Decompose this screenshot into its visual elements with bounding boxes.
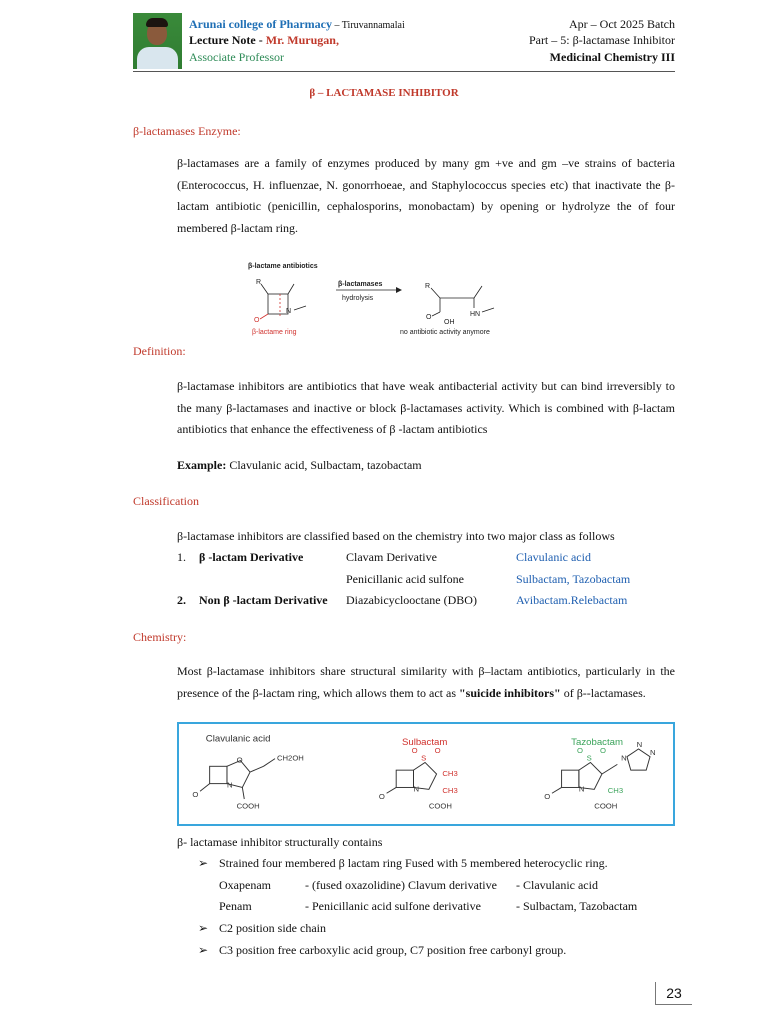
part-title: Part – 5: β-lactamase Inhibitor — [528, 33, 675, 47]
sulb-o: O — [378, 792, 385, 801]
page-title: β – LACTAMASE INHIBITOR — [309, 87, 459, 99]
author-photo — [133, 13, 182, 69]
classification-intro: β-lactamase inhibitors are classified based on the chemistry into two major class as follows — [177, 529, 615, 543]
clav-o-ring: O — [236, 755, 243, 765]
fused-name-1: Oxapenam — [219, 878, 271, 892]
class-num-1: 1. — [177, 550, 186, 564]
clav-ch2oh: CH2OH — [276, 753, 304, 763]
sulb-o1: O — [411, 745, 418, 755]
college-name: Arunai college of Pharmacy – Tiruvannamalai — [189, 17, 405, 31]
fig1-ring-label: β-lactame ring — [252, 329, 297, 336]
fig1-r-right: R — [425, 283, 431, 290]
class-type-3: Diazabicyclooctane (DBO) — [346, 593, 477, 607]
fig1-r-left: R — [256, 279, 262, 286]
bullet-2: C2 position side chain — [219, 921, 326, 935]
tazobactam-name: Tazobactam — [571, 737, 624, 749]
fig1-o-left: O — [254, 317, 260, 324]
tazo-cooh: COOH — [594, 801, 618, 811]
example-line: Example: Clavulanic acid, Sulbactam, tazobactam — [177, 458, 422, 472]
bullet-3: C3 position free carboxylic acid group, C7 position free carbonyl group. — [219, 943, 567, 957]
fig1-arrow-bottom: hydrolysis — [342, 295, 374, 302]
designation: Associate Professor — [189, 50, 284, 64]
class-type-2: Penicillanic acid sulfone — [346, 572, 464, 586]
class-example-1: Clavulanic acid — [516, 550, 591, 564]
class-name-2: Non β -lactam Derivative — [199, 593, 328, 607]
clav-n: N — [226, 780, 233, 790]
enzyme-paragraph: β-lactamases are a family of enzymes produced by many gm +ve and gm –ve strains of bacteria (Enterococcus, H. influenzae, N. gonorrhoeae, and Staphylococcus species etc) that inactivate the β-lactam antibiotic (penicillin, cephalosporins, monobactam) by opening or hydrolyze the of four membered β-lactam ring. — [177, 156, 675, 235]
fig1-o-right: O — [426, 314, 432, 321]
fused-desc-1: - (fused oxazolidine) Clavum derivative — [305, 878, 497, 892]
clavulanic-acid-name: Clavulanic acid — [205, 733, 271, 745]
enzyme-heading: β-lactamases Enzyme: — [133, 124, 241, 138]
sulb-s: S — [421, 753, 427, 763]
bullet-arrow-1: ➢ — [198, 856, 209, 870]
sulb-n: N — [413, 784, 420, 794]
photo-hair — [146, 18, 168, 27]
bullet-arrow-3: ➢ — [198, 943, 209, 957]
fig1-n-left: N — [286, 308, 292, 315]
fig1-arrow-top: β-lactamases — [338, 281, 383, 288]
beta-lactam-hydrolysis-figure — [248, 256, 520, 340]
sulb-ch3-1: CH3 — [442, 768, 458, 778]
sulb-ch3-2: CH3 — [442, 786, 458, 796]
fused-desc-2: - Penicillanic acid sulfone derivative — [305, 899, 481, 913]
tazo-ch3: CH3 — [607, 786, 624, 796]
class-num-2: 2. — [177, 593, 186, 607]
class-name-1: β -lactam Derivative — [199, 550, 304, 564]
classification-table — [177, 550, 677, 614]
classification-heading: Classification — [133, 494, 199, 508]
fig1-label-top: β-lactame antibiotics — [248, 263, 318, 270]
bullet-1: Strained four membered β lactam ring Fused with 5 membered heterocyclic ring. — [219, 856, 608, 870]
sulbactam-name: Sulbactam — [401, 737, 448, 749]
tazo-o1: O — [576, 745, 583, 755]
fused-ex-2: - Sulbactam, Tazobactam — [516, 899, 638, 913]
chemistry-heading: Chemistry: — [133, 630, 187, 644]
fused-name-2: Penam — [219, 899, 252, 913]
definition-heading: Definition: — [133, 344, 186, 358]
fig1-hn: HN — [470, 311, 481, 318]
photo-body — [137, 47, 178, 69]
class-example-2: Sulbactam, Tazobactam — [516, 572, 631, 586]
tazo-o: O — [544, 792, 551, 801]
bullet-arrow-2: ➢ — [198, 921, 209, 935]
definition-paragraph: β-lactamase inhibitors are antibiotics that have weak antibacterial activity but can bind irreversibly to the many β-lactamases and inactive or block β-lactamases activity. Which is combined with β-lactam antibiotics that enhance the effectiveness of β -lactam antibiotics — [177, 379, 675, 436]
tazo-n1: N — [621, 753, 627, 763]
sulb-o2: O — [434, 745, 441, 755]
lecture-note: Lecture Note - Mr. Murugan, — [189, 33, 339, 47]
class-example-3: Avibactam.Relebactam — [516, 593, 628, 607]
tazo-o2: O — [600, 745, 607, 755]
tazo-s: S — [586, 753, 592, 763]
fig1-oh: OH — [444, 319, 455, 326]
class-type-1: Clavam Derivative — [346, 550, 437, 564]
sulb-cooh: COOH — [428, 801, 452, 811]
clav-cooh: COOH — [236, 801, 260, 811]
tazo-n3: N — [650, 747, 656, 757]
contains-intro: β- lactamase inhibitor structurally contains — [177, 835, 383, 849]
tazo-n: N — [578, 784, 585, 794]
fused-ex-1: - Clavulanic acid — [516, 878, 598, 892]
clav-o: O — [192, 790, 199, 800]
chemistry-paragraph: Most β-lactamase inhibitors share structural similarity with β–lactam antibiotics, particularly in the presence of the β-lactam ring, which allows them to act as "suicide inhibitors" of β--lactamases. — [177, 664, 675, 700]
header-divider — [133, 71, 675, 72]
page-number: 23 — [655, 982, 692, 1005]
inhibitor-structures-figure — [177, 722, 675, 826]
batch: Apr – Oct 2025 Batch — [569, 17, 675, 31]
tazo-n2: N — [636, 740, 643, 750]
subject: Medicinal Chemistry III — [549, 50, 675, 64]
fig1-product-label: no antibiotic activity anymore — [400, 329, 490, 336]
